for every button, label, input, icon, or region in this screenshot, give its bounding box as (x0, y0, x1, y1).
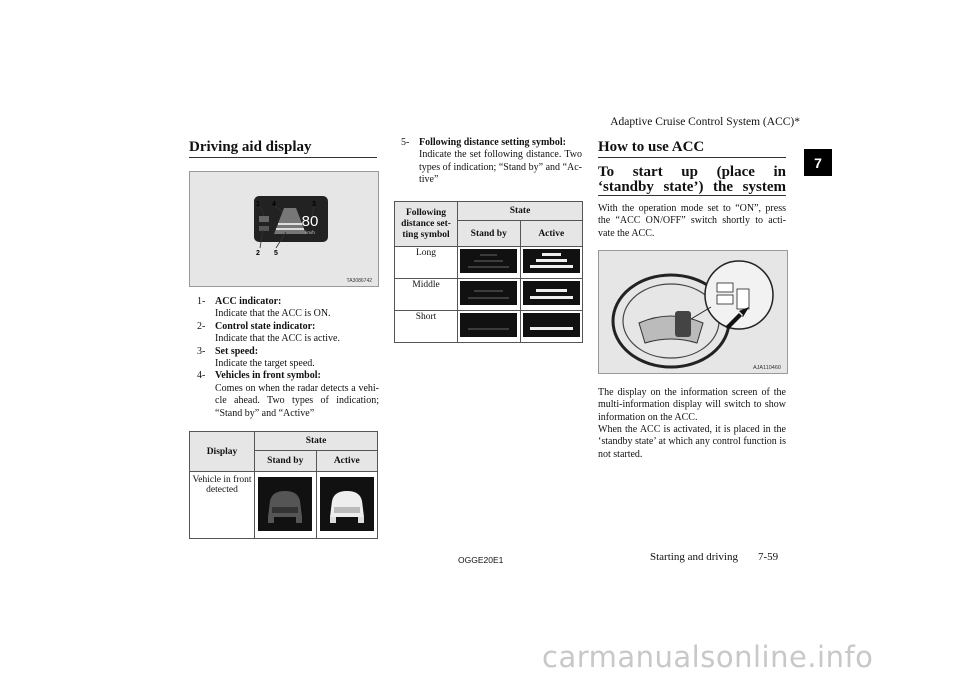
row-label-middle: Middle (395, 279, 458, 311)
item-title: Set speed: (215, 345, 259, 357)
item-number: 3- (197, 345, 206, 357)
callout-2: 2 (256, 250, 260, 257)
figure-code: AJA110460 (752, 365, 781, 371)
item-number: 4- (197, 370, 206, 382)
item-desc: Indicate that the ACC is active. (215, 333, 340, 345)
steering-hub (639, 316, 703, 343)
doc-code: OGGE20E1 (458, 555, 504, 565)
heading-rule (189, 157, 377, 158)
vehicle-front-table (189, 431, 378, 539)
distance-symbol-table (394, 201, 583, 343)
speed-unit: km/h (305, 230, 315, 235)
subheading-rule (598, 195, 786, 196)
control-state-indicator (259, 226, 269, 231)
figure-code: TA3086742 (346, 278, 372, 284)
para-display-switch: The display on the information screen of the multi-information display will switch to show information on the ACC. (598, 387, 786, 423)
active-cell (316, 472, 378, 539)
list-item (197, 296, 379, 321)
short-standby (458, 311, 521, 343)
callout-4: 4 (272, 201, 276, 208)
section-heading-driving-aid: Driving aid display (189, 139, 312, 155)
running-header: Adaptive Cruise Control System (ACC)* (610, 116, 800, 128)
list-item (197, 370, 379, 420)
item-title: Control state indicator: (215, 320, 316, 332)
short-active (520, 311, 583, 343)
watermark: carmanualsonline.info (542, 640, 874, 674)
page-number: 7-59 (758, 551, 779, 563)
list-item (197, 346, 379, 371)
acc-on-off-switch[interactable] (717, 283, 733, 292)
short-active-icon (523, 313, 580, 337)
steering-wheel-illustration (599, 251, 787, 373)
item-5 (401, 137, 582, 187)
footer-section: Starting and driving (650, 551, 738, 563)
standby-cell (255, 472, 317, 539)
long-active (520, 247, 583, 279)
item-desc: Indicate the target speed. (215, 358, 315, 370)
item-title: Vehicles in front symbol: (215, 370, 321, 382)
steering-figure (598, 250, 788, 374)
list-item (401, 137, 582, 187)
row-label: Vehicle in front detected (190, 472, 255, 539)
distance-switch[interactable] (717, 295, 733, 304)
car-rear-active-icon (320, 477, 374, 531)
indicator-list (197, 296, 379, 420)
middle-standby-icon (460, 281, 517, 305)
item-number: 2- (197, 320, 206, 332)
row-label-short: Short (395, 311, 458, 343)
col-active: Active (316, 451, 378, 472)
long-standby (458, 247, 521, 279)
col-active: Active (520, 221, 583, 247)
col-standby: Stand by (255, 451, 317, 472)
item-desc: Comes on when the radar detects a vehi- cle ahead. Two types of indication; “Stand by” and “Active” (215, 382, 379, 419)
col-symbol: Following distance set- ting symbol (395, 202, 458, 247)
col-standby: Stand by (458, 221, 521, 247)
acc-switch-cluster (675, 311, 691, 337)
col-state: State (255, 432, 378, 451)
col-display: Display (190, 432, 255, 472)
set-speed-readout: 80 (301, 213, 319, 230)
item-desc: Indicate the set following distance. Two types of indication; “Stand by” and “Ac- tive” (419, 149, 582, 186)
long-standby-icon (460, 249, 517, 273)
callout-1: 1 (256, 201, 260, 208)
col-state: State (458, 202, 583, 221)
middle-active-icon (523, 281, 580, 305)
short-standby-icon (460, 313, 517, 337)
section-heading-how-to-use: How to use ACC (598, 139, 705, 155)
item-title: Following distance setting symbol: (419, 137, 566, 148)
display-figure (189, 171, 379, 287)
chapter-tab: 7 (804, 149, 832, 176)
display-illustration (190, 172, 378, 286)
car-rear-standby-icon (258, 477, 312, 531)
item-desc: Indicate that the ACC is ON. (215, 308, 331, 320)
para-standby-state: When the ACC is activated, it is placed in the ‘standby state’ at which any control function is not started. (598, 424, 786, 460)
callout-leader (691, 307, 711, 319)
heading-rule (598, 157, 786, 158)
middle-standby (458, 279, 521, 311)
list-item (197, 321, 379, 346)
subheading-standby: To start up (place in ‘standby state’) the system (598, 164, 786, 195)
callout-5: 5 (274, 250, 278, 257)
middle-active (520, 279, 583, 311)
item-number: 1- (197, 296, 206, 307)
para-activate: With the operation mode set to “ON”, press the “ACC ON/OFF” switch shortly to acti- vate the ACC. (598, 203, 786, 239)
callout-3: 3 (312, 201, 316, 208)
row-label-long: Long (395, 247, 458, 279)
set-switch[interactable] (737, 289, 749, 309)
item-number: 5- (401, 137, 410, 148)
long-active-icon (523, 249, 580, 273)
acc-indicator (259, 216, 269, 222)
item-title: ACC indicator: (215, 296, 282, 307)
